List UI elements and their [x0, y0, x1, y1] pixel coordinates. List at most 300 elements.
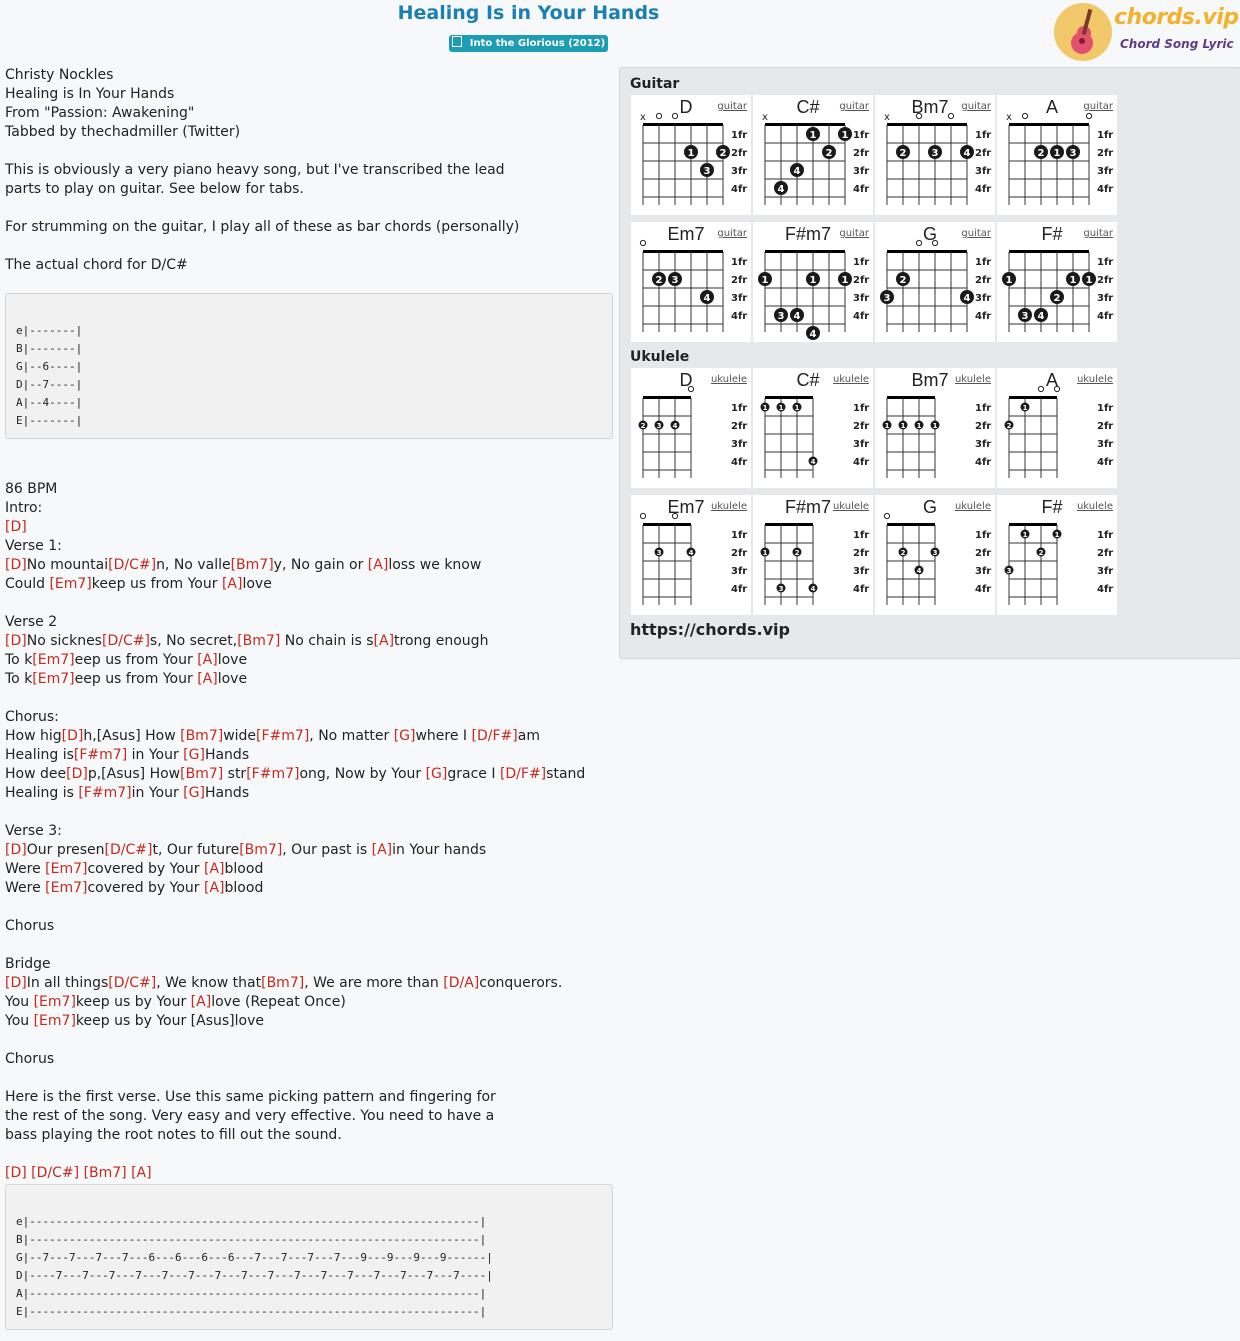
guitar-chord-d[interactable] — [631, 95, 751, 215]
finger-number: 1 — [778, 404, 784, 412]
fret-label: 2fr — [975, 421, 992, 432]
chord-label[interactable]: [Em7] — [33, 1013, 76, 1029]
fret-label: 4fr — [975, 457, 992, 468]
fret-label: 1fr — [975, 257, 992, 268]
fret-label: 2fr — [1097, 548, 1114, 559]
instrument-link[interactable]: guitar — [717, 101, 747, 112]
instrument-link[interactable]: guitar — [839, 101, 869, 112]
chord-label[interactable]: [D] — [5, 842, 27, 858]
song-intro-text — [5, 66, 615, 275]
lyric-text: Chorus — [5, 918, 55, 934]
lyric-line — [5, 161, 615, 180]
lyric-text: covered by Your — [87, 880, 205, 896]
chord-label[interactable]: [D] — [5, 975, 27, 991]
lyric-line — [5, 860, 615, 879]
lyric-text: keep us by Your — [75, 994, 191, 1010]
chord-label[interactable]: [Bm7] — [180, 766, 224, 782]
tab-line: e|--------------------------------------------------------------------| — [16, 1215, 487, 1228]
lyric-text: To k — [5, 671, 33, 687]
chord-label[interactable]: [F#m7] — [73, 747, 128, 763]
lyric-text: For strumming on the guitar, I play all of these as bar chords (personally) — [5, 219, 520, 235]
tab-line: D|----7---7---7---7---7---7---7---7---7---7---7---7---7---7---7---7----| — [16, 1269, 493, 1282]
lyric-line — [5, 632, 615, 651]
lyric-text: Healing is — [5, 747, 74, 763]
lyric-text: This is obviously a very piano heavy song, but I've transcribed the lead — [5, 162, 505, 178]
guitar-chord-csharp[interactable] — [753, 95, 873, 215]
finger-number: 4 — [809, 329, 817, 340]
lyric-line — [5, 442, 615, 461]
lyric-line — [5, 1069, 615, 1088]
lyric-text: Verse 3: — [5, 823, 62, 839]
chord-label[interactable]: [F#m7] — [256, 728, 310, 744]
lyric-line — [5, 556, 615, 575]
muted-string-marker: x — [640, 112, 646, 123]
fret-label: 1fr — [1097, 130, 1114, 141]
finger-number: 1 — [1069, 275, 1077, 286]
lyric-text: str — [223, 766, 247, 782]
chord-name: F# — [1041, 497, 1063, 517]
fret-label: 3fr — [731, 566, 748, 577]
chord-label[interactable]: [D/C#] — [108, 557, 157, 573]
guitar-chord-em7[interactable] — [631, 222, 751, 342]
finger-number: 1 — [884, 422, 890, 430]
instrument-link[interactable]: ukulele — [710, 501, 747, 512]
finger-number: 2 — [900, 549, 906, 557]
chord-label[interactable]: [A] — [221, 576, 243, 592]
instrument-link[interactable]: guitar — [961, 228, 991, 239]
chord-label[interactable]: [Em7] — [32, 652, 75, 668]
lyric-text: p,[Asus] How — [87, 766, 181, 782]
finger-number: 3 — [778, 585, 784, 593]
ukulele-chord-csharp[interactable] — [753, 368, 873, 488]
finger-number: 2 — [719, 148, 727, 159]
chord-name: Bm7 — [911, 97, 949, 117]
finger-number: 3 — [883, 293, 891, 304]
chord-label[interactable]: [F#m7] — [78, 785, 132, 801]
lyric-text: in Your hands — [392, 842, 487, 858]
chord-name: G — [922, 497, 937, 517]
fret-label: 1fr — [731, 530, 748, 541]
lyric-text: eep us from Your — [74, 652, 198, 668]
lyric-text: Healing is — [5, 785, 79, 801]
finger-number: 1 — [841, 130, 849, 141]
tab-block-verse — [5, 1184, 613, 1330]
lyric-text: Chorus: — [5, 709, 59, 725]
chord-name: Em7 — [667, 224, 705, 244]
chord-name: D — [679, 97, 693, 117]
chord-label[interactable]: [G] — [183, 747, 205, 763]
lyric-text: No mountai — [26, 557, 109, 573]
fret-label: 3fr — [1097, 439, 1114, 450]
lyric-text: love (Repeat Once) — [211, 994, 346, 1010]
chord-label[interactable]: [D/C#] — [31, 1165, 80, 1181]
instrument-link[interactable]: ukulele — [954, 374, 991, 385]
fret-label: 1fr — [1097, 257, 1114, 268]
ukulele-chord-fsharpm7[interactable] — [753, 495, 873, 615]
finger-number: 4 — [810, 458, 816, 466]
lyric-line — [5, 218, 615, 237]
chord-label[interactable]: [D/F#] — [471, 728, 518, 744]
fret-label: 2fr — [1097, 275, 1114, 286]
chord-label[interactable]: [D/C#] — [104, 842, 153, 858]
fret-label: 4fr — [975, 311, 992, 322]
fret-label: 4fr — [731, 457, 748, 468]
guitar-chord-fsharpm7[interactable] — [753, 222, 873, 342]
finger-number: 4 — [793, 166, 801, 177]
fret-label: 2fr — [975, 548, 992, 559]
finger-number: 2 — [640, 422, 646, 430]
lyric-text: Chorus — [5, 1051, 55, 1067]
finger-number: 1 — [1005, 275, 1013, 286]
lyric-line — [5, 822, 615, 841]
lyric-text: keep us by Your [Asus]love — [75, 1013, 264, 1029]
chord-label[interactable]: [D] — [5, 633, 27, 649]
chord-label[interactable]: [D/F#] — [499, 766, 547, 782]
lyric-text: In all things — [26, 975, 109, 991]
guitar-chord-fsharp[interactable] — [997, 222, 1117, 342]
fret-label: 4fr — [853, 311, 870, 322]
lyric-text: blood — [224, 880, 264, 896]
finger-number: 2 — [899, 275, 907, 286]
lyric-line — [5, 1031, 615, 1050]
finger-number: 4 — [963, 148, 971, 159]
guitar-chord-g[interactable] — [875, 222, 995, 342]
fret-label: 2fr — [731, 421, 748, 432]
guitar-chord-a[interactable] — [997, 95, 1117, 215]
lyric-text: , We know that — [156, 975, 262, 991]
chord-label[interactable]: [D] — [5, 519, 27, 535]
instrument-link[interactable]: ukulele — [710, 374, 747, 385]
fret-label: 3fr — [853, 566, 870, 577]
fret-label: 2fr — [731, 548, 748, 559]
lyric-line — [5, 180, 615, 199]
finger-number: 3 — [671, 275, 679, 286]
finger-number: 1 — [1022, 404, 1028, 412]
fret-label: 3fr — [975, 293, 992, 304]
fret-label: 3fr — [975, 166, 992, 177]
fret-label: 1fr — [853, 257, 870, 268]
instrument-link[interactable]: guitar — [1083, 101, 1113, 112]
chord-label[interactable]: [D/C#] — [101, 633, 150, 649]
lyric-text: No sicknes — [26, 633, 102, 649]
fret-label: 4fr — [975, 184, 992, 195]
finger-number: 1 — [1054, 531, 1060, 539]
lyric-text: Verse 1: — [5, 538, 62, 554]
finger-number: 4 — [688, 549, 694, 557]
lyric-line — [5, 955, 615, 974]
tab-line: G|--7---7---7---7---6---6---6---6---7---7---7---7---9---9---9---9------| — [16, 1251, 493, 1264]
fret-label: 1fr — [731, 257, 748, 268]
book-icon — [452, 36, 462, 47]
ukulele-chord-em7[interactable] — [631, 495, 751, 615]
tab-line — [16, 1195, 612, 1213]
chord-label[interactable]: [D] — [61, 728, 84, 744]
chord-label[interactable]: [A] — [204, 880, 225, 896]
fret-label: 1fr — [853, 130, 870, 141]
instrument-link[interactable]: ukulele — [832, 501, 869, 512]
lyric-line — [5, 461, 615, 480]
finger-number: 3 — [1006, 567, 1012, 575]
guitar-chord-bm7[interactable] — [875, 95, 995, 215]
lyric-text: ong, Now by Your — [299, 766, 426, 782]
chord-name: G — [922, 224, 937, 244]
site-url[interactable]: https://chords.vip — [630, 620, 790, 639]
instrument-link[interactable]: guitar — [961, 101, 991, 112]
finger-number: 3 — [656, 422, 662, 430]
lyric-text: wide — [223, 728, 257, 744]
lyric-line — [5, 1126, 615, 1145]
fret-label: 4fr — [853, 457, 870, 468]
finger-number: 3 — [1021, 311, 1029, 322]
chord-label[interactable]: [A] — [373, 633, 395, 649]
ukulele-heading: Ukulele — [630, 349, 690, 365]
lyric-line — [5, 1088, 615, 1107]
lyric-text: , No matter — [309, 728, 394, 744]
fret-label: 1fr — [1097, 530, 1114, 541]
fret-label: 4fr — [1097, 311, 1114, 322]
fret-label: 2fr — [975, 148, 992, 159]
chord-name: C# — [796, 370, 820, 390]
lyric-text: grace I — [447, 766, 500, 782]
guitar-logo-icon — [1054, 3, 1112, 61]
tab-line: A|--4----| — [16, 396, 83, 409]
finger-number: 3 — [932, 549, 938, 557]
chord-label[interactable]: [Bm7] — [239, 842, 283, 858]
lyric-line — [5, 480, 615, 499]
album-badge[interactable] — [449, 35, 608, 52]
fret-label: 2fr — [731, 148, 748, 159]
lyric-text: Tabbed by thechadmiller (Twitter) — [5, 124, 241, 140]
lyric-text: Were — [5, 880, 46, 896]
fret-label: 1fr — [731, 403, 748, 414]
song-title: Healing Is in Your Hands — [397, 2, 660, 24]
chord-name: D — [679, 370, 693, 390]
ukulele-chord-bm7[interactable] — [875, 368, 995, 488]
finger-number: 3 — [703, 166, 711, 177]
chord-label[interactable]: [G] — [183, 785, 205, 801]
chord-label[interactable]: [Bm7] — [180, 728, 224, 744]
instrument-link[interactable]: guitar — [839, 228, 869, 239]
tab-block-dc-sharp — [5, 293, 613, 439]
instrument-link[interactable]: guitar — [717, 228, 747, 239]
lyric-line — [5, 1012, 615, 1031]
lyric-line — [5, 974, 615, 993]
finger-number: 2 — [899, 148, 907, 159]
instrument-link[interactable]: guitar — [1083, 228, 1113, 239]
chord-label[interactable]: [F#m7] — [246, 766, 300, 782]
site-logo[interactable] — [1054, 3, 1240, 63]
lyric-text: love — [242, 576, 272, 592]
finger-number: 2 — [1038, 549, 1044, 557]
finger-number: 3 — [931, 148, 939, 159]
lyric-text: Verse 2 — [5, 614, 58, 630]
lyric-text: How dee — [5, 766, 67, 782]
finger-number: 1 — [900, 422, 906, 430]
lyric-line — [5, 85, 615, 104]
lyric-text: , Our past is — [282, 842, 372, 858]
logo-brand: chords.vip — [1114, 5, 1239, 30]
lyric-text: where I — [415, 728, 472, 744]
lyric-text: conquerors. — [479, 975, 563, 991]
chord-label[interactable]: [Bm7] — [237, 633, 281, 649]
chord-label[interactable]: [A] — [197, 652, 218, 668]
chord-name: Bm7 — [911, 370, 949, 390]
chord-label[interactable]: [A] — [197, 671, 218, 687]
finger-number: 4 — [793, 311, 801, 322]
finger-number: 1 — [932, 422, 938, 430]
lyric-text: Bridge — [5, 956, 51, 972]
fret-label: 3fr — [975, 439, 992, 450]
finger-number: 4 — [916, 567, 922, 575]
finger-number: 1 — [687, 148, 695, 159]
lyric-line — [5, 765, 615, 784]
fret-label: 4fr — [1097, 184, 1114, 195]
instrument-link[interactable]: ukulele — [1076, 501, 1113, 512]
lyric-text: love — [217, 652, 248, 668]
lyric-line — [5, 936, 615, 955]
lyric-line — [5, 651, 615, 670]
finger-number: 1 — [761, 275, 769, 286]
lyric-line — [5, 1050, 615, 1069]
tab-line: D|--7----| — [16, 378, 83, 391]
lyric-line — [5, 594, 615, 613]
fret-label: 4fr — [1097, 584, 1114, 595]
fret-label: 4fr — [731, 184, 748, 195]
chord-label[interactable]: [Bm7] — [83, 1165, 127, 1181]
lyric-text: love — [217, 671, 248, 687]
tab-line: e|-------| — [16, 324, 83, 337]
fret-label: 1fr — [853, 403, 870, 414]
lyric-line — [5, 1145, 615, 1164]
fret-label: 3fr — [731, 439, 748, 450]
lyric-text: 86 BPM — [5, 481, 58, 497]
finger-number: 4 — [703, 293, 711, 304]
lyric-text: s, No secret, — [149, 633, 238, 649]
finger-number: 1 — [809, 130, 817, 141]
chord-name: C# — [796, 97, 820, 117]
fret-label: 3fr — [853, 439, 870, 450]
fret-label: 3fr — [731, 166, 748, 177]
lyric-line — [5, 898, 615, 917]
chord-label[interactable]: [Em7] — [49, 576, 92, 592]
lyric-line — [5, 537, 615, 556]
lyric-line — [5, 499, 615, 518]
finger-number: 2 — [1006, 422, 1012, 430]
lyric-text: stand — [546, 766, 586, 782]
lyric-text: Hands — [204, 747, 250, 763]
lyric-text: in Your — [127, 747, 184, 763]
tab-line: B|-------| — [16, 342, 83, 355]
chord-label[interactable]: [Bm7] — [230, 557, 274, 573]
chord-label[interactable]: [D/A] — [443, 975, 480, 991]
chord-label[interactable]: [Bm7] — [261, 975, 305, 991]
chord-label[interactable]: [Em7] — [45, 861, 88, 877]
lyric-text: n, No valle — [156, 557, 231, 573]
muted-string-marker: x — [884, 112, 890, 123]
lyric-text: h,[Asus] How — [83, 728, 181, 744]
instrument-link[interactable]: ukulele — [1076, 374, 1113, 385]
fret-label: 2fr — [975, 275, 992, 286]
lyric-text: Our presen — [26, 842, 105, 858]
chord-label[interactable]: [D] — [5, 1165, 27, 1181]
finger-number: 4 — [810, 585, 816, 593]
chord-label[interactable]: [G] — [425, 766, 448, 782]
finger-number: 1 — [809, 275, 817, 286]
lyric-text: covered by Your — [87, 861, 205, 877]
lyric-text: You — [5, 994, 34, 1010]
fret-label: 3fr — [1097, 293, 1114, 304]
finger-number: 1 — [1022, 531, 1028, 539]
lyric-text: blood — [224, 861, 264, 877]
lyric-line — [5, 708, 615, 727]
lyric-line — [5, 879, 615, 898]
lyric-text: y, No gain or — [273, 557, 368, 573]
lyric-line — [5, 613, 615, 632]
ukulele-chord-fsharp[interactable] — [997, 495, 1117, 615]
instrument-link[interactable]: ukulele — [832, 374, 869, 385]
chord-label[interactable]: [G] — [393, 728, 416, 744]
fret-label: 2fr — [853, 275, 870, 286]
finger-number: 1 — [916, 422, 922, 430]
tab-line: G|--6----| — [16, 360, 83, 373]
chord-label[interactable]: [D] — [66, 766, 88, 782]
guitar-heading: Guitar — [630, 76, 680, 92]
finger-number: 1 — [762, 549, 768, 557]
lyric-line — [5, 518, 615, 537]
lyric-line — [5, 670, 615, 689]
fret-label: 2fr — [1097, 148, 1114, 159]
ukulele-chord-d[interactable] — [631, 368, 751, 488]
finger-number: 3 — [1069, 148, 1077, 159]
tab-line: A|--------------------------------------------------------------------| — [16, 1287, 487, 1300]
lyric-text: Healing is In Your Hands — [5, 86, 175, 102]
fret-label: 2fr — [1097, 421, 1114, 432]
chord-label[interactable]: [D] — [5, 557, 27, 573]
lyric-text: How hig — [5, 728, 62, 744]
lyric-line — [5, 784, 615, 803]
chord-label[interactable]: [A] — [190, 994, 212, 1010]
chord-label[interactable]: [Em7] — [32, 671, 75, 687]
finger-number: 2 — [1037, 148, 1045, 159]
chord-label[interactable]: [D/C#] — [108, 975, 157, 991]
muted-string-marker: x — [762, 112, 768, 123]
chord-label[interactable]: [Em7] — [45, 880, 88, 896]
fret-label: 4fr — [853, 584, 870, 595]
instrument-link[interactable]: ukulele — [954, 501, 991, 512]
chord-label[interactable]: [A] — [131, 1165, 152, 1181]
lyric-text: To k — [5, 652, 33, 668]
fret-label: 2fr — [853, 148, 870, 159]
ukulele-chord-a[interactable] — [997, 368, 1117, 488]
tab-line: E|-------| — [16, 414, 83, 427]
lyric-text: You — [5, 1013, 34, 1029]
finger-number: 4 — [672, 422, 678, 430]
finger-number: 2 — [794, 549, 800, 557]
chord-label[interactable]: [A] — [371, 842, 393, 858]
lyric-line — [5, 104, 615, 123]
chord-name: F#m7 — [784, 497, 831, 517]
lyric-text: the rest of the song. Very easy and very effective. You need to have a — [5, 1108, 495, 1124]
lyric-text: eep us from Your — [74, 671, 198, 687]
chord-label[interactable]: [A] — [204, 861, 225, 877]
chord-label[interactable]: [Em7] — [33, 994, 76, 1010]
finger-number: 4 — [777, 184, 785, 195]
fret-label: 2fr — [731, 275, 748, 286]
chord-label[interactable]: [A] — [367, 557, 389, 573]
ukulele-chord-g[interactable] — [875, 495, 995, 615]
finger-number: 3 — [656, 549, 662, 557]
fret-label: 1fr — [975, 530, 992, 541]
